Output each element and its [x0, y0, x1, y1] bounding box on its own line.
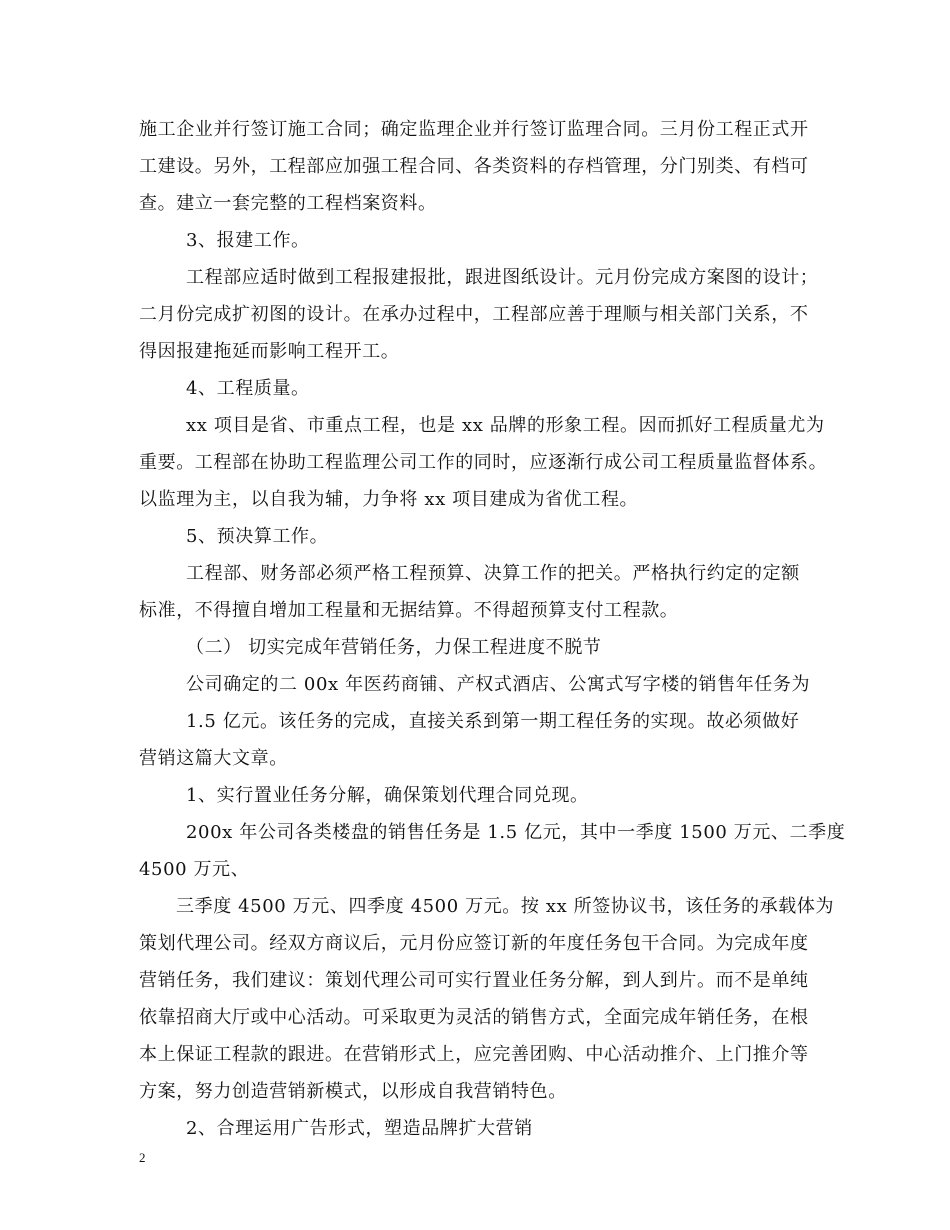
- text-line: 标准，不得擅自增加工程量和无据结算。不得超预算支付工程款。: [139, 600, 679, 621]
- text-line: 1.5 亿元。该任务的完成，直接关系到第一期工程任务的实现。故必须做好: [186, 711, 800, 732]
- text-line: 以监理为主，以自我为辅，力争将 xx 项目建成为省优工程。: [139, 489, 639, 510]
- text-line: 依靠招商大厅或中心活动。可采取更为灵活的销售方式，全面完成年销任务，在根: [139, 1007, 809, 1028]
- section-heading: 2、合理运用广告形式，塑造品牌扩大营销: [186, 1118, 533, 1139]
- text-line: 公司确定的二 00x 年医药商铺、产权式酒店、公寓式写字楼的销售年任务为: [186, 674, 811, 695]
- page-number: 2: [139, 1150, 146, 1165]
- text-line: 查。建立一套完整的工程档案资料。: [139, 193, 437, 214]
- text-line: 4500 万元、: [139, 859, 250, 880]
- section-heading: 5、预决算工作。: [186, 526, 329, 547]
- text-line: 工程部应适时做到工程报建报批，跟进图纸设计。元月份完成方案图的设计；: [186, 267, 819, 288]
- text-line: 营销任务，我们建议：策划代理公司可实行置业任务分解，到人到片。而不是单纯: [139, 970, 809, 991]
- text-line: 方案，努力创造营销新模式，以形成自我营销特色。: [139, 1081, 567, 1102]
- text-line: 三季度 4500 万元、四季度 4500 万元。按 xx 所签协议书，该任务的承载体为: [176, 896, 835, 917]
- text-line: 施工企业并行签订施工合同；确定监理企业并行签订监理合同。三月份工程正式开: [139, 119, 809, 140]
- text-line: 重要。工程部在协助工程监理公司工作的同时，应逐渐行成公司工程质量监督体系。: [139, 452, 828, 473]
- section-heading: 3、报建工作。: [186, 230, 310, 251]
- section-heading: （二） 切实完成年营销任务，力保工程进度不脱节: [186, 637, 602, 658]
- text-line: 工建设。另外，工程部应加强工程合同、各类资料的存档管理，分门别类、有档可: [139, 156, 809, 177]
- text-line: xx 项目是省、市重点工程，也是 xx 品牌的形象工程。因而抓好工程质量尤为: [186, 415, 825, 436]
- text-line: 策划代理公司。经双方商议后，元月份应签订新的年度任务包干合同。为完成年度: [139, 933, 809, 954]
- text-line: 本上保证工程款的跟进。在营销形式上，应完善团购、中心活动推介、上门推介等: [139, 1044, 809, 1065]
- text-line: 得因报建拖延而影响工程开工。: [139, 341, 400, 362]
- text-line: 工程部、财务部必须严格工程预算、决算工作的把关。严格执行约定的定额: [186, 563, 800, 584]
- text-line: 二月份完成扩初图的设计。在承办过程中，工程部应善于理顺与相关部门关系，不: [139, 304, 809, 325]
- section-heading: 4、工程质量。: [186, 378, 310, 399]
- text-line: 200x 年公司各类楼盘的销售任务是 1.5 亿元，其中一季度 1500 万元、二季度: [186, 822, 846, 843]
- text-line: 营销这篇大文章。: [139, 748, 288, 769]
- section-heading: 1、实行置业任务分解，确保策划代理合同兑现。: [186, 785, 589, 806]
